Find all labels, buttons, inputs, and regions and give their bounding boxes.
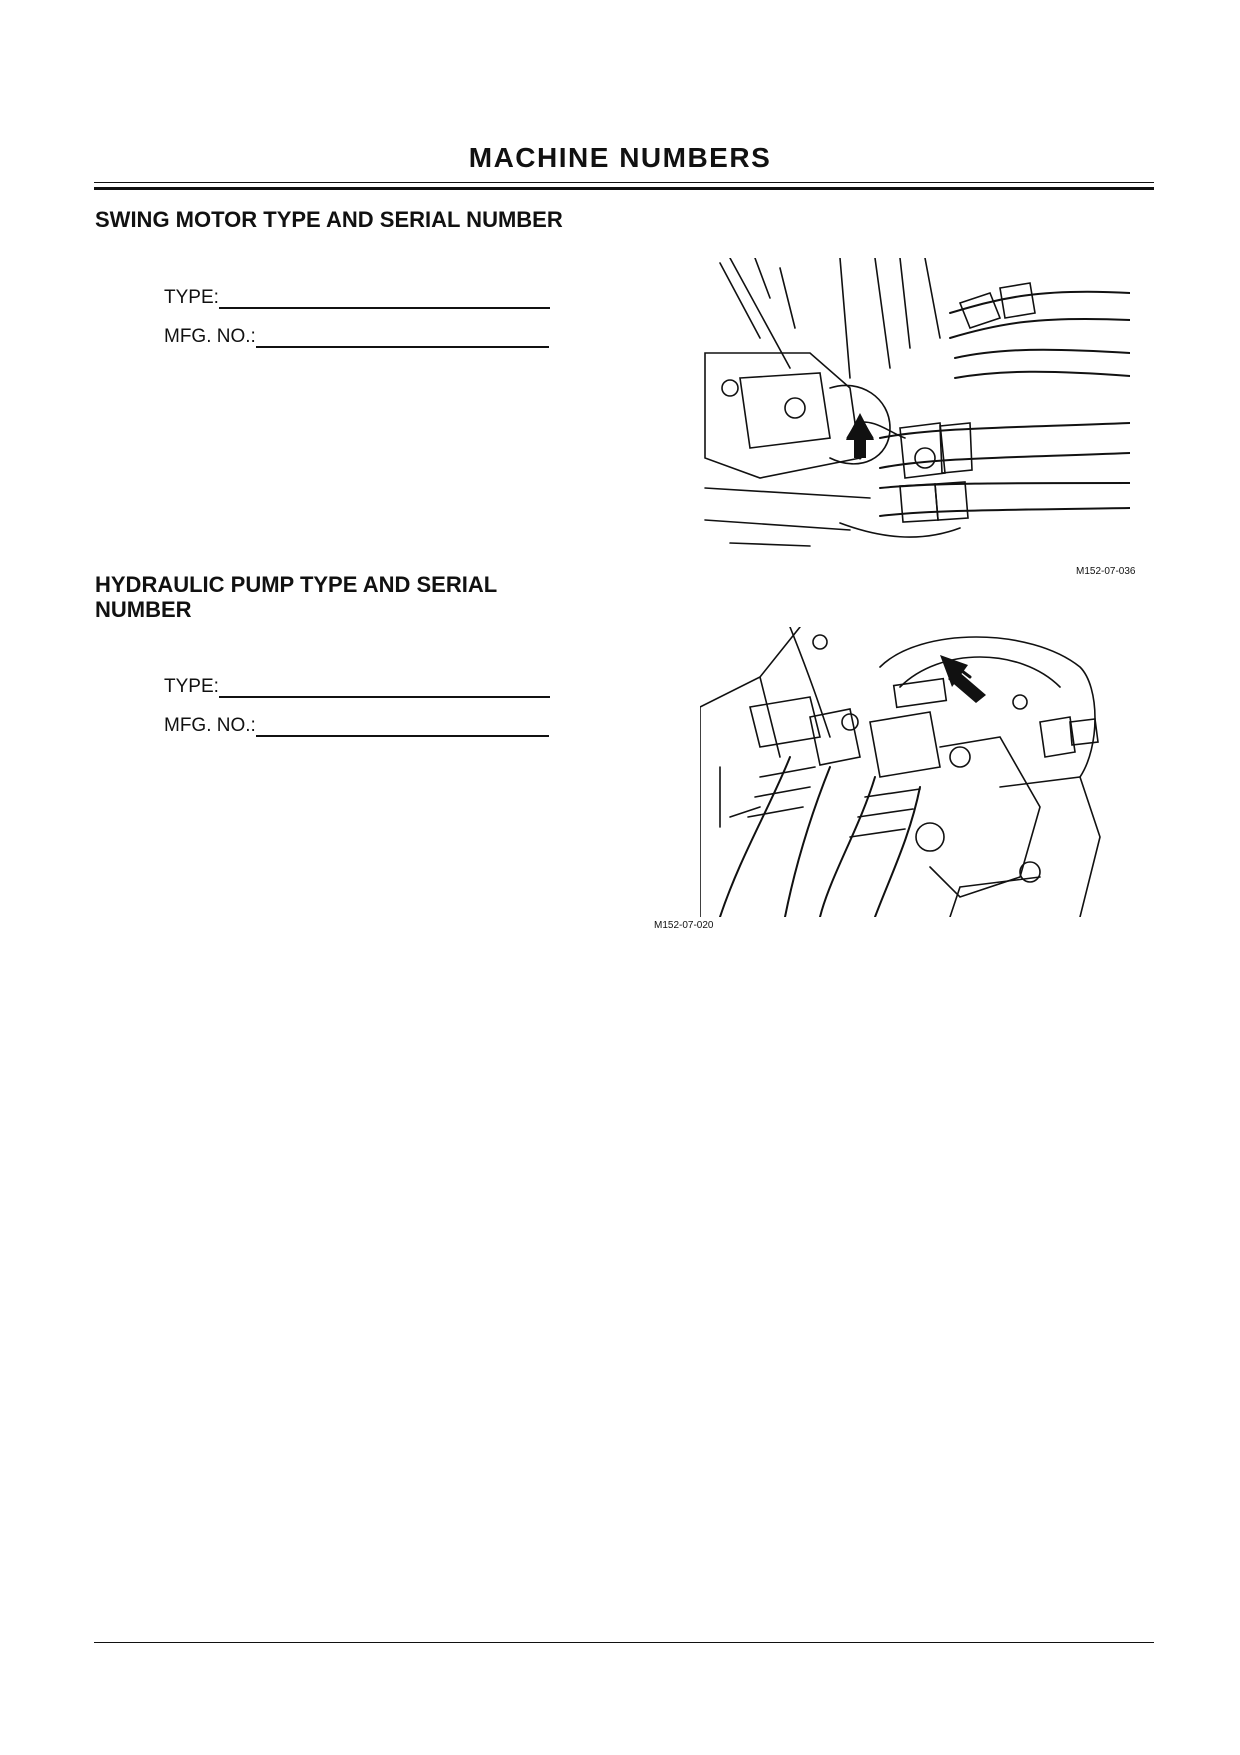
title-rule-thick bbox=[94, 187, 1154, 190]
hydraulic-pump-illustration-icon bbox=[700, 627, 1120, 917]
swing-motor-type-field[interactable] bbox=[164, 285, 550, 309]
hydraulic-pump-type-field[interactable] bbox=[164, 674, 550, 698]
mfg-label: MFG. NO.: bbox=[164, 326, 256, 347]
type-blank-line[interactable] bbox=[219, 674, 550, 698]
hydraulic-pump-heading bbox=[95, 572, 497, 622]
hydraulic-pump-heading-line2: NUMBER bbox=[95, 597, 192, 622]
type-label: TYPE: bbox=[164, 287, 219, 308]
type-label: TYPE: bbox=[164, 676, 219, 697]
page-title: MACHINE NUMBERS bbox=[468, 142, 772, 173]
swing-motor-illustration-icon bbox=[700, 258, 1130, 550]
mfg-blank-line[interactable] bbox=[256, 324, 549, 348]
figure-code-1: M152-07-036 bbox=[1076, 566, 1136, 577]
mfg-blank-line[interactable] bbox=[256, 713, 549, 737]
hydraulic-pump-mfg-field[interactable] bbox=[164, 713, 549, 737]
swing-motor-figure bbox=[700, 258, 1130, 550]
hydraulic-pump-figure bbox=[700, 627, 1120, 917]
type-blank-line[interactable] bbox=[219, 285, 550, 309]
swing-motor-heading: SWING MOTOR TYPE AND SERIAL NUMBER bbox=[95, 207, 563, 232]
title-rule-thin bbox=[94, 182, 1154, 183]
swing-motor-mfg-field[interactable] bbox=[164, 324, 549, 348]
figure-code-2: M152-07-020 bbox=[654, 920, 714, 931]
footer-rule bbox=[94, 1642, 1154, 1643]
hydraulic-pump-heading-line1: HYDRAULIC PUMP TYPE AND SERIAL bbox=[95, 572, 498, 597]
mfg-label: MFG. NO.: bbox=[164, 715, 256, 736]
